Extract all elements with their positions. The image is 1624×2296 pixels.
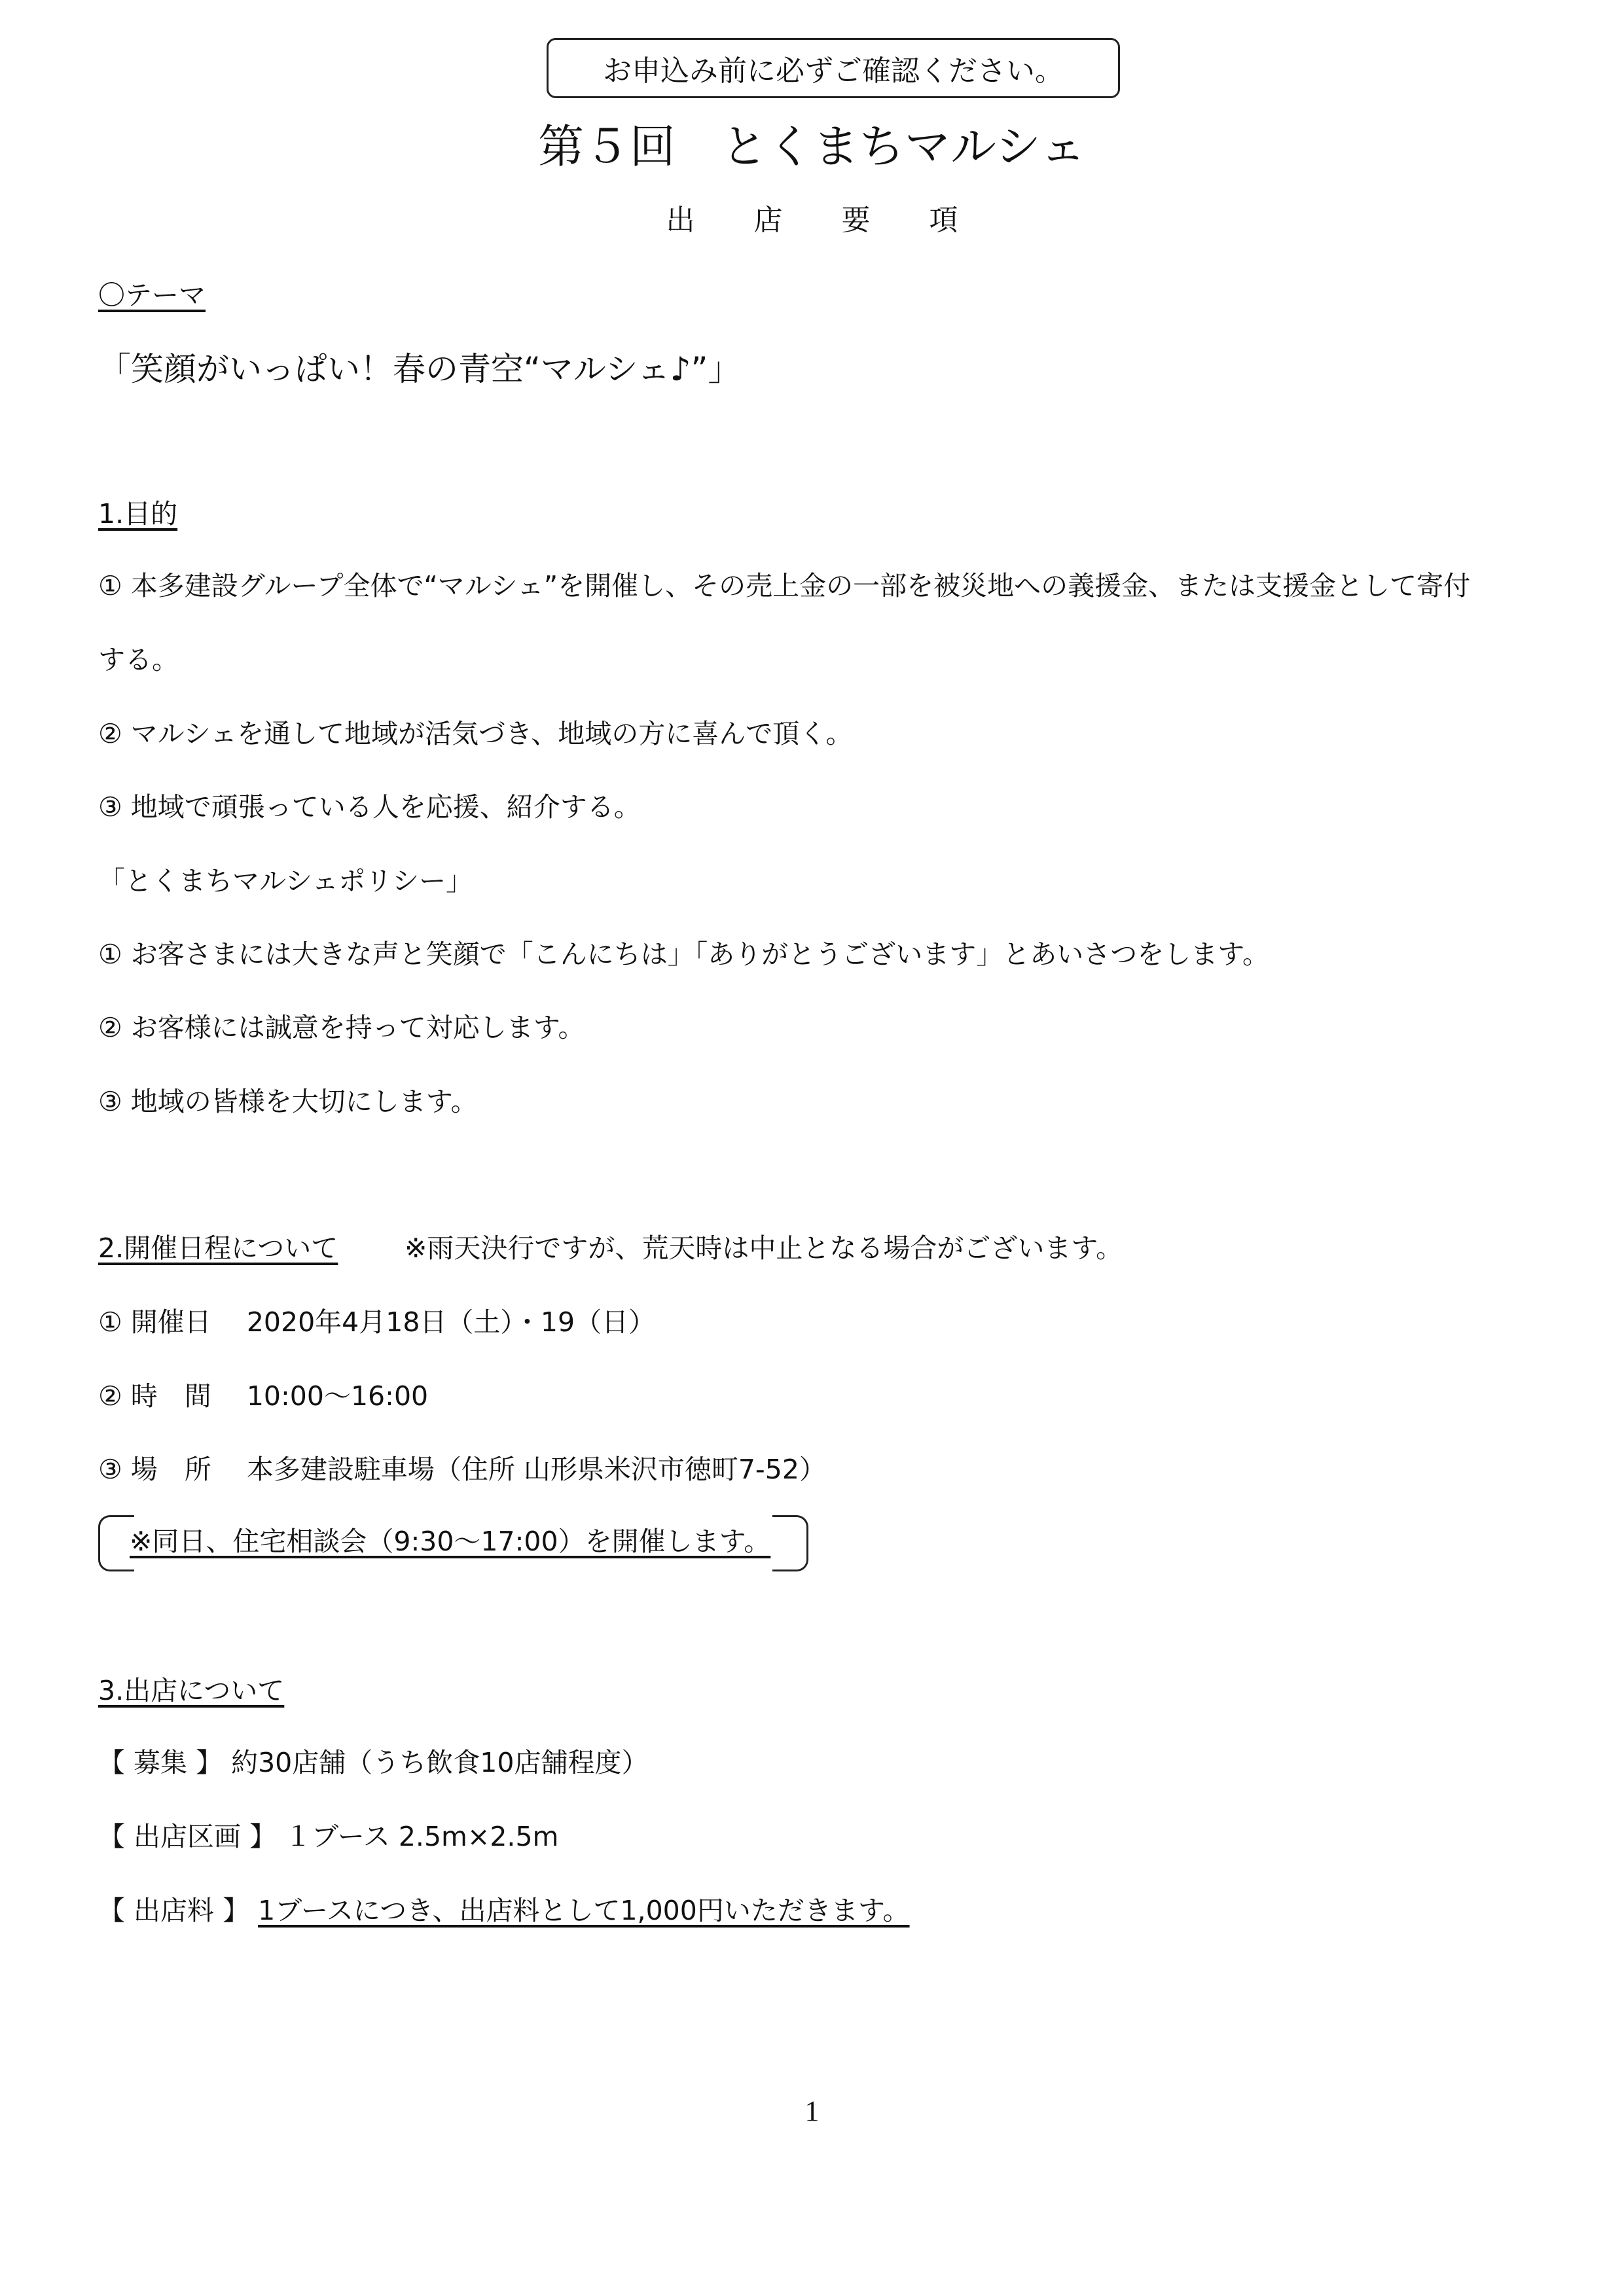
purpose-item: ② マルシェを通して地域が活気づき、地域の方に喜んで頂く。 [98, 718, 853, 749]
schedule-note: ※雨天決行ですが、荒天時は中止となる場合がございます。 [405, 1232, 1123, 1264]
notice-text: お申込み前に必ずご確認ください。 [603, 54, 1064, 88]
schedule-item: ① 開催日 2020年4月18日（土）・19（日） [98, 1306, 656, 1338]
subtitle-char: 項 [929, 204, 958, 237]
note-bracket-left [98, 1515, 134, 1571]
shop-heading: 3.出店について [98, 1675, 285, 1706]
theme-heading: 〇テーマ [98, 279, 206, 311]
notice-box [547, 38, 1120, 98]
page-subtitle [0, 196, 1624, 238]
shop-fee-label: 【 出店料 】 [98, 1895, 259, 1926]
purpose-heading: 1.目的 [98, 498, 178, 529]
policy-title: 「とくまちマルシェポリシー」 [98, 865, 473, 897]
shop-recruit: 【 募集 】 約30店舗（うち飲食10店舗程度） [98, 1747, 649, 1778]
policy-item: ① お客さまには大きな声と笑顔で「こんにちは」「ありがとうございます」とあいさつをします。 [98, 939, 1270, 970]
policy-item: ② お客様には誠意を持って対応します。 [98, 1012, 585, 1043]
subtitle-char: 要 [841, 204, 871, 237]
boxed-note: ※同日、住宅相談会（9:30～17:00）を開催します。 [130, 1526, 771, 1557]
page-title: 第５回 とくまちマルシェ [538, 120, 1086, 173]
purpose-item: ③ 地域で頑張っている人を応援、紹介する。 [98, 791, 641, 823]
theme-quote: 「笑顔がいっぱい！春の青空“マルシェ♪”」 [98, 350, 741, 388]
purpose-item: ① 本多建設グループ全体で“マルシェ”を開催し、その売上金の一部を被災地への義援金、または支援金として寄付 [98, 570, 1471, 601]
shop-fee [98, 1889, 910, 1928]
purpose-item: する。 [98, 644, 179, 675]
note-bracket-right [772, 1515, 808, 1571]
page-number: 1 [804, 2095, 820, 2127]
shop-area: 【 出店区画 】 １ブース 2.5m×2.5m [98, 1821, 559, 1852]
subtitle-char: 店 [753, 204, 783, 237]
schedule-heading: 2.開催日程について [98, 1232, 338, 1264]
shop-fee-text: 1ブースにつき、出店料として1,000円いただきます。 [258, 1895, 910, 1926]
subtitle-char: 出 [666, 204, 695, 237]
schedule-item: ② 時 間 10:00～16:00 [98, 1380, 429, 1412]
schedule-item: ③ 場 所 本多建設駐車場（住所 山形県米沢市徳町7-52） [98, 1454, 826, 1485]
policy-item: ③ 地域の皆様を大切にします。 [98, 1086, 478, 1117]
